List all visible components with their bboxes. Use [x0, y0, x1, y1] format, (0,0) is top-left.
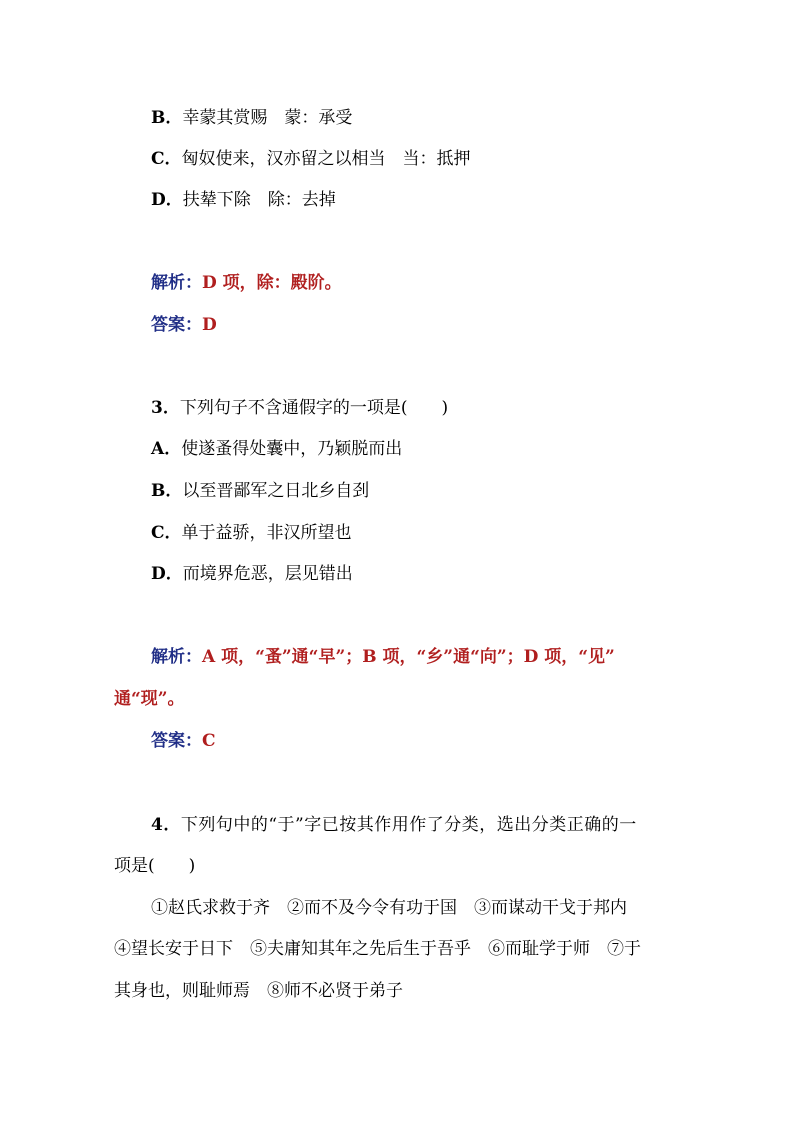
analysis-text: D 项，除：殿阶。	[202, 273, 342, 293]
analysis-text-continued: 通“现”。	[114, 689, 185, 709]
item-list: ④望长安于日下 ⑤夫庸知其年之先后生于吾乎 ⑥而耻学于师 ⑦于	[114, 939, 641, 959]
option-letter: C．	[151, 149, 182, 169]
option-letter: B．	[151, 481, 183, 501]
q4-stem-line1	[151, 814, 637, 836]
answer-colon: ：	[185, 315, 202, 335]
q3-analysis-line2	[114, 688, 185, 710]
option-text: 单于益骄，非汉所望也	[181, 523, 352, 543]
option-text: 匈奴使来，汉亦留之以相当 当：抵押	[181, 149, 471, 169]
answer-label: 答案	[151, 315, 185, 335]
q3-option-a	[151, 438, 402, 460]
question-text: 下列句中的“于”字已按其作用作了分类，选出分类正确的一	[180, 815, 637, 835]
q4-items-line3	[114, 980, 403, 1002]
q2-option-d	[151, 189, 336, 211]
option-letter: C．	[151, 523, 182, 543]
option-letter: A．	[151, 439, 182, 459]
analysis-colon: ：	[185, 647, 202, 667]
q3-analysis-line1	[151, 646, 615, 668]
answer-label: 答案	[151, 731, 185, 751]
option-letter: B．	[151, 108, 183, 128]
q3-answer	[151, 730, 216, 752]
answer-colon: ：	[185, 731, 202, 751]
q2-option-c	[151, 148, 471, 170]
q3-option-c	[151, 522, 352, 544]
analysis-colon: ：	[185, 273, 202, 293]
q2-option-b	[151, 107, 352, 129]
question-number: 3．	[151, 398, 180, 418]
answer-value: D	[202, 315, 217, 335]
option-letter: D．	[151, 190, 183, 210]
analysis-label: 解析	[151, 273, 185, 293]
q2-answer	[151, 314, 217, 336]
question-text-continued: 项是( )	[114, 856, 196, 876]
q4-stem-line2	[114, 855, 195, 877]
q3-option-b	[151, 480, 369, 502]
question-text: 下列句子不含通假字的一项是( )	[179, 398, 449, 418]
analysis-text: A 项，“蚤”通“早”；B 项，“乡”通“向”；D 项，“见”	[202, 647, 615, 667]
option-text: 使遂蚤得处囊中，乃颖脱而出	[181, 439, 403, 459]
option-text: 而境界危恶，层见错出	[182, 564, 353, 584]
q3-option-d	[151, 563, 353, 585]
answer-value: C	[202, 731, 216, 751]
option-text: 扶辇下除 除：去掉	[182, 190, 336, 210]
q4-items-line1	[151, 897, 627, 919]
item-list: 其身也，则耻师焉 ⑧师不必贤于弟子	[114, 981, 403, 1001]
option-letter: D．	[151, 564, 183, 584]
q2-analysis	[151, 272, 342, 294]
q4-items-line2	[114, 938, 641, 960]
q3-stem	[151, 397, 448, 419]
question-number: 4．	[151, 815, 181, 835]
option-text: 幸蒙其赏赐 蒙：承受	[182, 108, 353, 128]
option-text: 以至晋鄙军之日北乡自刭	[182, 481, 370, 501]
analysis-label: 解析	[151, 647, 185, 667]
item-list: ①赵氏求救于齐 ②而不及今令有功于国 ③而谋动干戈于邦内	[151, 898, 627, 918]
